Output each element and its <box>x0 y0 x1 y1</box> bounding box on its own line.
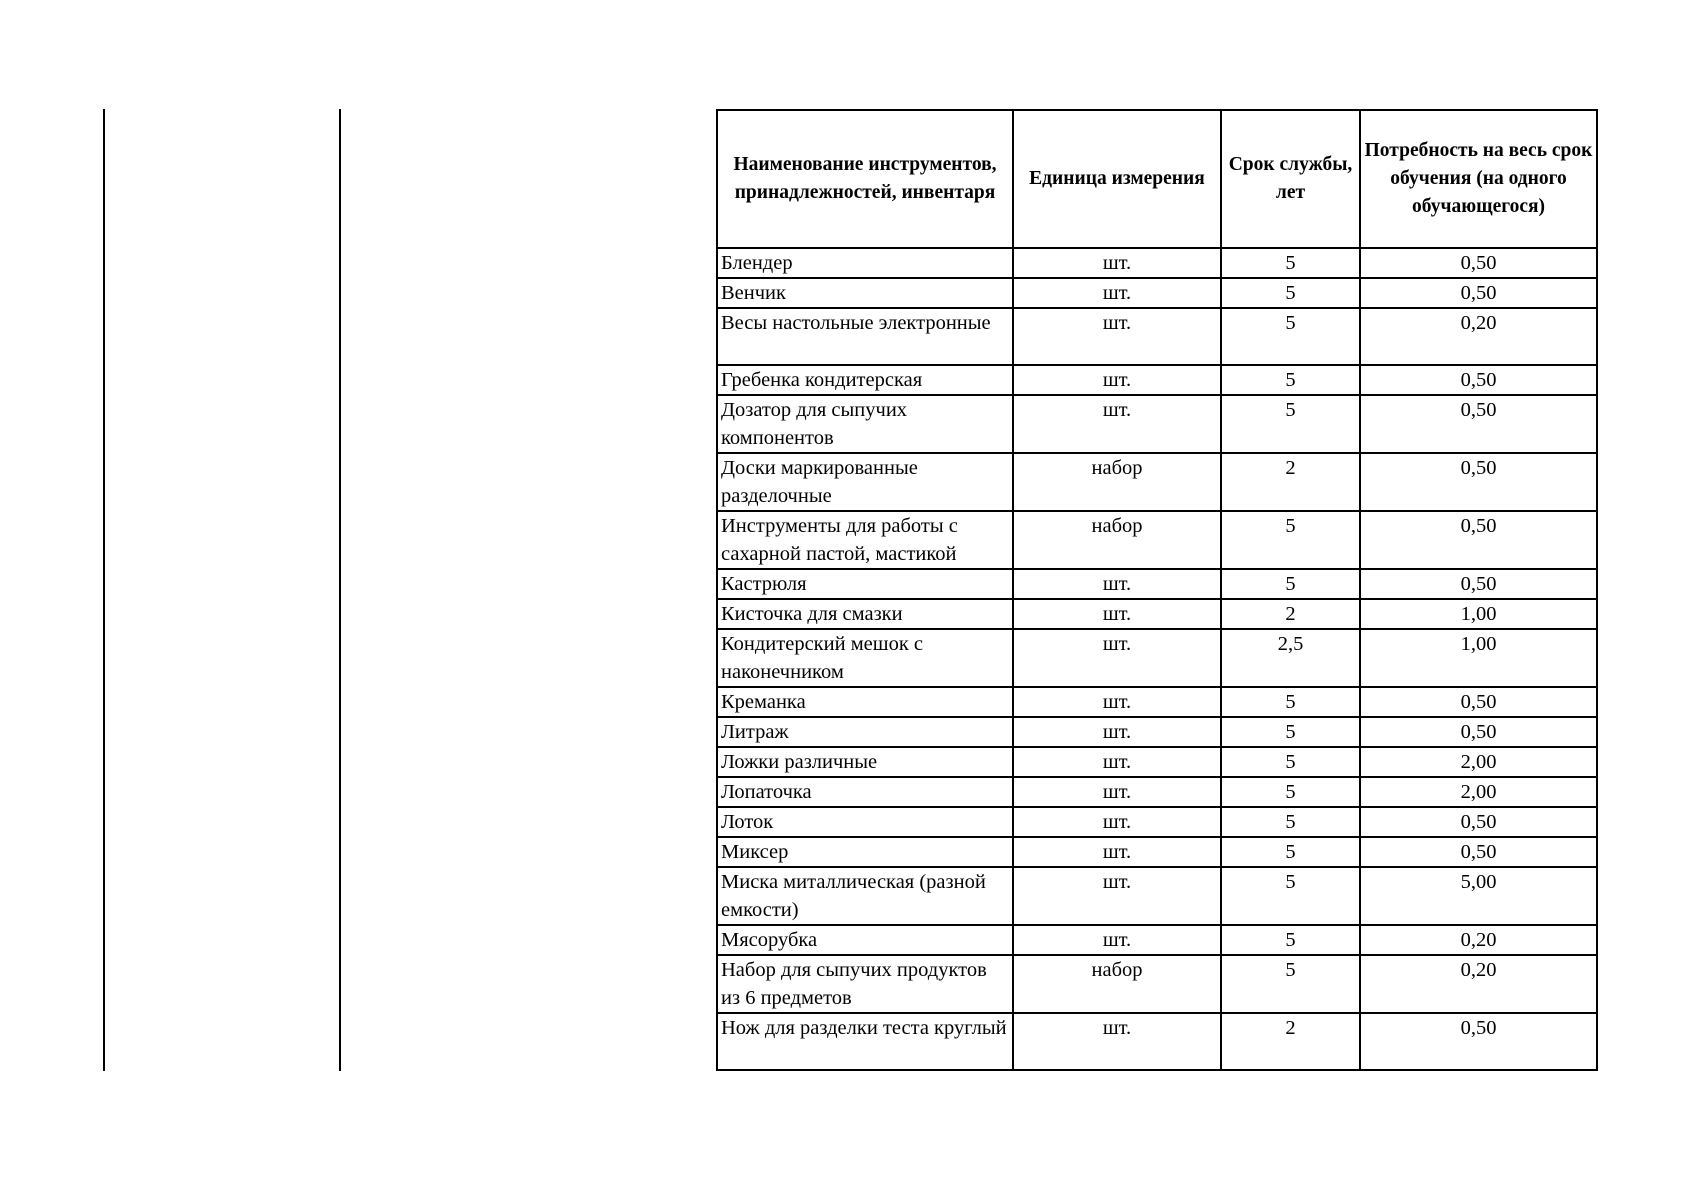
table-row <box>717 867 1597 925</box>
requirement-cell: 0,50 <box>1360 511 1597 569</box>
inner-margin-rule <box>339 109 341 1071</box>
item-name-cell: Лоток <box>717 807 1013 837</box>
header-name: Наименование инструментов, принадлежностей, инвентаря <box>717 110 1013 248</box>
table-row <box>717 955 1597 1013</box>
unit-cell: шт. <box>1013 837 1221 867</box>
unit-cell: шт. <box>1013 569 1221 599</box>
requirement-cell: 0,50 <box>1360 687 1597 717</box>
table-row <box>717 629 1597 687</box>
service-life-cell: 5 <box>1221 365 1360 395</box>
item-name-cell: Креманка <box>717 687 1013 717</box>
unit-cell: шт. <box>1013 867 1221 925</box>
requirement-cell: 0,50 <box>1360 278 1597 308</box>
unit-cell: шт. <box>1013 1013 1221 1070</box>
service-life-cell: 5 <box>1221 747 1360 777</box>
requirement-cell: 0,20 <box>1360 955 1597 1013</box>
requirement-cell: 0,50 <box>1360 365 1597 395</box>
unit-cell: шт. <box>1013 278 1221 308</box>
item-name-cell: Литраж <box>717 717 1013 747</box>
table-row <box>717 777 1597 807</box>
service-life-cell: 5 <box>1221 837 1360 867</box>
table-row <box>717 248 1597 278</box>
item-name-cell: Ложки различные <box>717 747 1013 777</box>
service-life-cell: 5 <box>1221 511 1360 569</box>
requirement-cell: 0,50 <box>1360 395 1597 453</box>
table-row <box>717 308 1597 365</box>
table-row <box>717 599 1597 629</box>
item-name-cell: Блендер <box>717 248 1013 278</box>
item-name-cell: Гребенка кондитерская <box>717 365 1013 395</box>
unit-cell: шт. <box>1013 687 1221 717</box>
unit-cell: набор <box>1013 511 1221 569</box>
table-row <box>717 925 1597 955</box>
unit-cell: набор <box>1013 955 1221 1013</box>
service-life-cell: 5 <box>1221 867 1360 925</box>
table-row <box>717 365 1597 395</box>
left-margin-rule <box>103 109 105 1071</box>
item-name-cell: Мясорубка <box>717 925 1013 955</box>
header-requirement: Потребность на весь срок обучения (на одного обучающегося) <box>1360 110 1597 248</box>
requirement-cell: 2,00 <box>1360 747 1597 777</box>
requirement-cell: 1,00 <box>1360 599 1597 629</box>
table-row <box>717 837 1597 867</box>
requirement-cell: 0,50 <box>1360 807 1597 837</box>
service-life-cell: 5 <box>1221 395 1360 453</box>
item-name-cell: Кисточка для смазки <box>717 599 1013 629</box>
item-name-cell: Миска миталлическая (разной емкости) <box>717 867 1013 925</box>
service-life-cell: 5 <box>1221 278 1360 308</box>
service-life-cell: 5 <box>1221 777 1360 807</box>
requirement-cell: 0,50 <box>1360 248 1597 278</box>
table-row <box>717 395 1597 453</box>
tools-table <box>716 109 1598 1071</box>
requirement-cell: 2,00 <box>1360 777 1597 807</box>
table-row <box>717 1013 1597 1070</box>
unit-cell: шт. <box>1013 308 1221 365</box>
requirement-cell: 0,50 <box>1360 1013 1597 1070</box>
item-name-cell: Кондитерский мешок с наконечником <box>717 629 1013 687</box>
item-name-cell: Доски маркированные разделочные <box>717 453 1013 511</box>
table-row <box>717 687 1597 717</box>
service-life-cell: 5 <box>1221 955 1360 1013</box>
unit-cell: шт. <box>1013 365 1221 395</box>
unit-cell: шт. <box>1013 629 1221 687</box>
unit-cell: шт. <box>1013 925 1221 955</box>
table-row <box>717 747 1597 777</box>
service-life-cell: 5 <box>1221 717 1360 747</box>
unit-cell: шт. <box>1013 395 1221 453</box>
unit-cell: шт. <box>1013 777 1221 807</box>
item-name-cell: Нож для разделки теста круглый <box>717 1013 1013 1070</box>
service-life-cell: 5 <box>1221 248 1360 278</box>
requirement-cell: 0,50 <box>1360 569 1597 599</box>
service-life-cell: 5 <box>1221 807 1360 837</box>
item-name-cell: Венчик <box>717 278 1013 308</box>
table-row <box>717 278 1597 308</box>
table-row <box>717 807 1597 837</box>
service-life-cell: 2 <box>1221 1013 1360 1070</box>
table-body <box>717 248 1597 1070</box>
item-name-cell: Набор для сыпучих продуктов из 6 предметов <box>717 955 1013 1013</box>
unit-cell: шт. <box>1013 717 1221 747</box>
item-name-cell: Инструменты для работы с сахарной пастой, мастикой <box>717 511 1013 569</box>
requirement-cell: 0,20 <box>1360 925 1597 955</box>
requirement-cell: 0,50 <box>1360 717 1597 747</box>
unit-cell: шт. <box>1013 248 1221 278</box>
requirement-cell: 0,50 <box>1360 453 1597 511</box>
service-life-cell: 5 <box>1221 925 1360 955</box>
unit-cell: шт. <box>1013 599 1221 629</box>
service-life-cell: 5 <box>1221 687 1360 717</box>
service-life-cell: 5 <box>1221 308 1360 365</box>
item-name-cell: Миксер <box>717 837 1013 867</box>
service-life-cell: 2 <box>1221 453 1360 511</box>
table-row <box>717 453 1597 511</box>
header-service-life: Срок службы, лет <box>1221 110 1360 248</box>
item-name-cell: Дозатор для сыпучих компонентов <box>717 395 1013 453</box>
item-name-cell: Весы настольные электронные <box>717 308 1013 365</box>
unit-cell: набор <box>1013 453 1221 511</box>
table-row <box>717 511 1597 569</box>
requirement-cell: 0,50 <box>1360 837 1597 867</box>
service-life-cell: 2 <box>1221 599 1360 629</box>
header-unit: Единица измерения <box>1013 110 1221 248</box>
table-header-row <box>717 110 1597 248</box>
unit-cell: шт. <box>1013 747 1221 777</box>
table-row <box>717 717 1597 747</box>
requirement-cell: 0,20 <box>1360 308 1597 365</box>
item-name-cell: Лопаточка <box>717 777 1013 807</box>
unit-cell: шт. <box>1013 807 1221 837</box>
service-life-cell: 2,5 <box>1221 629 1360 687</box>
requirement-cell: 5,00 <box>1360 867 1597 925</box>
requirement-cell: 1,00 <box>1360 629 1597 687</box>
table-row <box>717 569 1597 599</box>
service-life-cell: 5 <box>1221 569 1360 599</box>
item-name-cell: Кастрюля <box>717 569 1013 599</box>
